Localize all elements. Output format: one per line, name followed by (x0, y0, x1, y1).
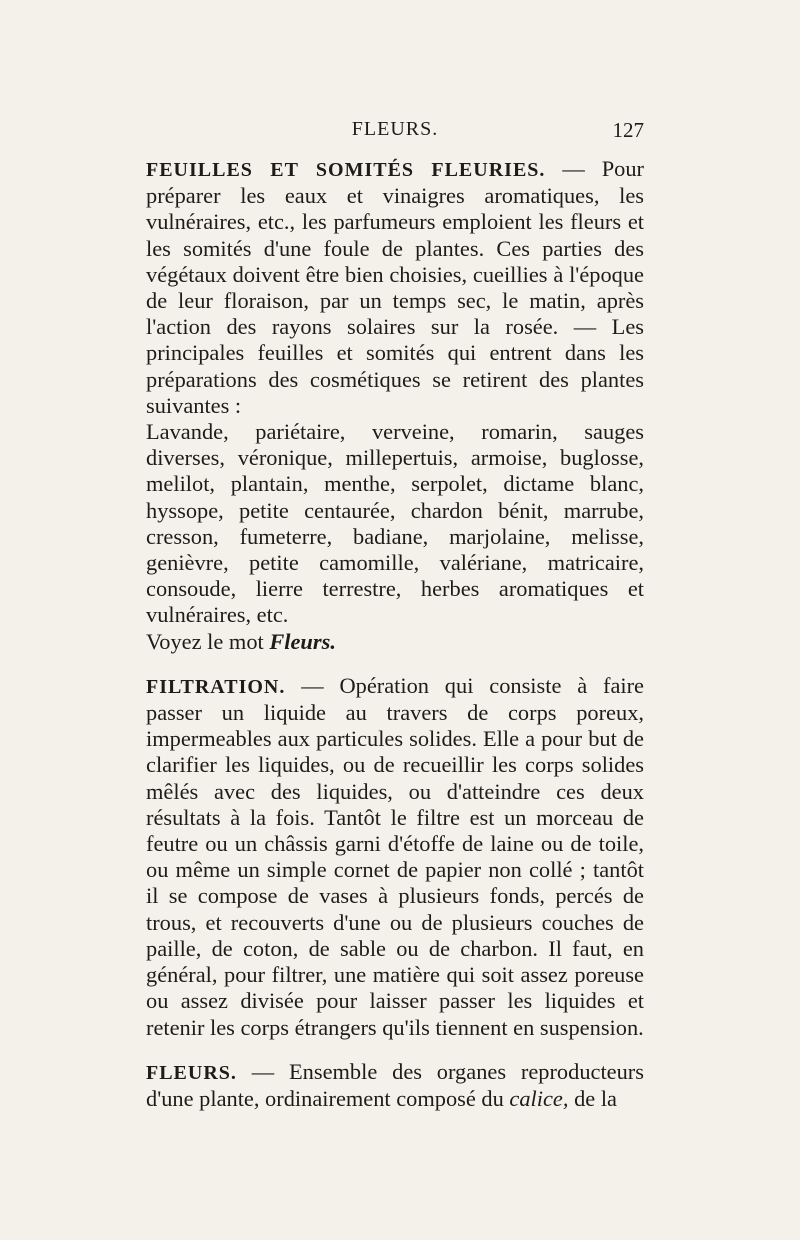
entry-head-word: FILTRATION. (146, 675, 286, 698)
see-also (146, 629, 644, 655)
entry-fleurs (146, 1059, 644, 1112)
entry-spacer (146, 1041, 644, 1059)
running-title: FLEURS. (351, 118, 439, 140)
entry-dash: — (236, 1058, 275, 1084)
entry-spacer (146, 655, 644, 673)
see-also-prefix: Voyez le mot (146, 628, 270, 654)
page-header (146, 118, 644, 152)
entry-head-word: FEUILLES ET SOMITÉS FLEURIES. (146, 159, 546, 181)
page-number: 127 (612, 118, 644, 142)
page-body (146, 156, 644, 1112)
entry-head-word: FLEURS. (146, 1061, 237, 1084)
see-also-ref: Fleurs. (269, 628, 336, 654)
entry-filtration (146, 673, 644, 1041)
entry-text: Ensemble des organes reproducteurs d'une plante, ordinairement composé du (146, 1058, 644, 1111)
entry-italic-term: calice, (509, 1085, 569, 1111)
entry-dash: — (545, 156, 585, 181)
plant-list (146, 419, 644, 629)
entry-text-end: de la (568, 1085, 617, 1111)
entry-text: Opération qui consiste à faire passer un liquide au travers de corps poreux, impermeables aux particules solides. Elle a pour but de clarifier les liquides, ou de recueillir les corps solides mêlés avec des liquides, ou d'atteindre ces deux résultats à la fois. Tantôt le filtre est un morceau de feutre ou un châssis garni d'étoffe de laine ou de toile, ou même un simple cornet de papier non collé ; tantôt il se compose de vases à plusieurs fonds, percés de trous, et recouverts d'une ou de plusieurs couches de paille, de coton, de sable ou de charbon. Il faut, en général, pour filtrer, une matière qui soit assez poreuse ou assez divisée pour laisser passer les liquides et retenir les corps étrangers qu'ils tiennent en suspension. (146, 672, 644, 1040)
entry-text: Pour préparer les eaux et vinaigres aromatiques, les vulnéraires, etc., les parfumeurs emploient les fleurs et les somités d'une foule de plantes. Ces parties des végétaux doivent être bien choisies, cueillies à l'époque de leur floraison, par un temps sec, le matin, après l'action des rayons solaires sur la rosée. — Les principales feuilles et somités qui entrent dans les préparations des cosmétiques se retirent des plantes suivantes : (146, 156, 644, 418)
entry-feuilles (146, 156, 644, 419)
plant-list-text: Lavande, pariétaire, verveine, romarin, sauges diverses, véronique, millepertuis, armoise, buglosse, melilot, plantain, menthe, serpolet, dictame blanc, hyssope, petite centaurée, chardon bénit, marrube, cresson, fumeterre, badiane, marjolaine, melisse, genièvre, petite camomille, valériane, matricaire, consoude, lierre terrestre, herbes aromatiques et vulnéraires, etc. (146, 419, 644, 628)
entry-dash: — (285, 672, 324, 698)
